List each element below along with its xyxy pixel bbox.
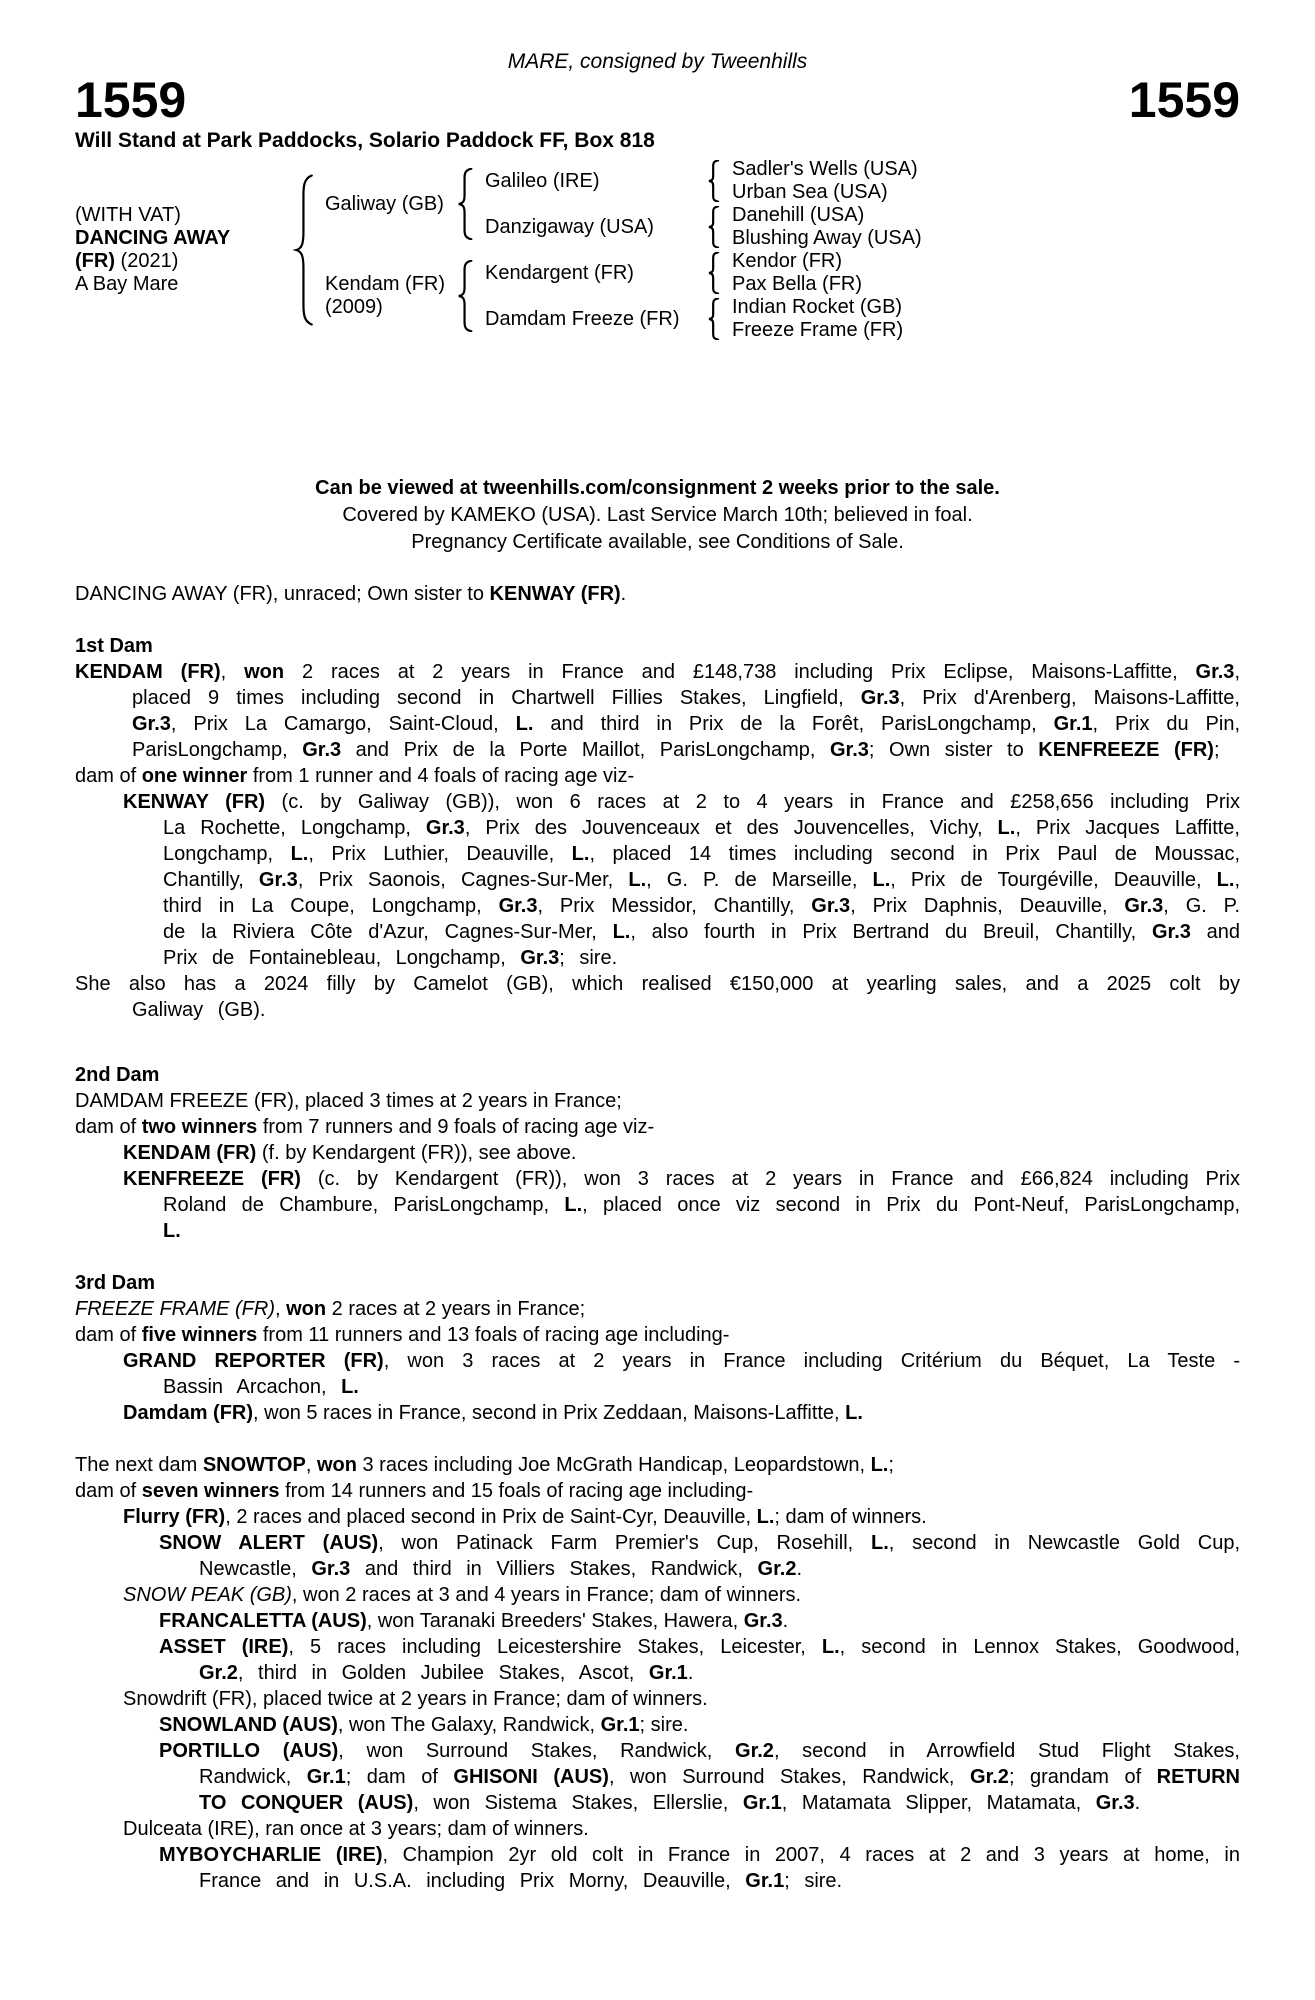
para-snowland: SNOWLAND (AUS), won The Galaxy, Randwick, Gr.1; sire. (159, 1714, 689, 1736)
pedigree-brace-gp (700, 296, 727, 342)
para-next-dam: The next dam SNOWTOP, won 3 races including Joe McGrath Handicap, Leopardstown, L.; (75, 1454, 894, 1476)
para-asset: ASSET (IRE), 5 races including Leicestershire Stakes, Leicester, L., second in Lennox Stakes, Goodwood, Gr.2, third in Golden Jubilee Stakes, Ascot, Gr.1. (159, 1636, 1240, 1684)
great-grandparent-cell: Indian Rocket (GB) (732, 296, 903, 318)
lot-number-right: 1559 (1128, 72, 1240, 128)
para-kenfreeze: KENFREEZE (FR) (c. by Kendargent (FR)), won 3 races at 2 years in France and £66,824 including Prix Roland de Chambure, ParisLongchamp, L., placed once viz second in Prix du Pont-Neuf, ParisLongchamp, L. (123, 1168, 1241, 1242)
curly-brace-icon (707, 252, 720, 294)
pedigree-brace-gp (700, 204, 727, 250)
great-grandparent-cell: Danehill (USA) (732, 204, 865, 226)
grandparent-cell: Danzigaway (USA) (485, 215, 654, 238)
curly-brace-icon (707, 298, 720, 340)
pedigree-table (75, 158, 1240, 342)
heading-1st-dam: 1st Dam (75, 635, 153, 657)
heading-3rd-dam: 3rd Dam (75, 1272, 156, 1294)
para-kendam: KENDAM (FR), won 2 races at 2 years in France and £148,738 including Prix Eclipse, Maisons-Laffitte, Gr.3, placed 9 times including second in Chartwell Fillies Stakes, Lingfield, Gr.3, Prix d'Arenberg, Maisons-Laffitte, Gr.3, Prix La Camargo, Saint-Cloud, L. and third in Prix de la Forêt, ParisLongchamp, Gr.1, Prix du Pin, ParisLongchamp, Gr.3 and Prix de la Porte Maillot, ParisLongchamp, Gr.3; Own sister to KENFREEZE (FR); (75, 661, 1240, 761)
para-she-also: She also has a 2024 filly by Camelot (GB), which realised €150,000 at yearling sales, and a 2025 colt by Galiway (GB). (75, 973, 1240, 1021)
sire-cell (320, 158, 450, 250)
para-damdam-freeze: DAMDAM FREEZE (FR), placed 3 times at 2 years in France; (75, 1090, 622, 1112)
consignor-line: MARE, consigned by Tweenhills (507, 50, 808, 73)
para-grand-reporter: GRAND REPORTER (FR), won 3 races at 2 years in France including Critérium du Béquet, La Teste - Bassin Arcachon, L. (123, 1350, 1241, 1398)
subject-block (75, 158, 288, 342)
great-grandparent-cell: Blushing Away (USA) (732, 227, 922, 249)
grandparent-cell: Damdam Freeze (FR) (485, 307, 680, 330)
para-flurry: Flurry (FR), 2 races and placed second in Prix de Saint-Cyr, Deauville, L.; dam of winners. (123, 1506, 927, 1528)
para-dam-of-2: dam of two winners from 7 runners and 9 foals of racing age viz- (75, 1116, 655, 1138)
para-kendam-2: KENDAM (FR) (f. by Kendargent (FR)), see above. (123, 1142, 577, 1164)
great-grandparent-cell: Urban Sea (USA) (732, 181, 888, 203)
para-snow-peak: SNOW PEAK (GB), won 2 races at 3 and 4 years in France; dam of winners. (123, 1584, 802, 1606)
dam-cell (320, 250, 450, 342)
subject-name: DANCING AWAY (75, 227, 231, 249)
grandparent-cell: Galileo (IRE) (485, 169, 600, 192)
para-snow-alert: SNOW ALERT (AUS), won Patinack Farm Premier's Cup, Rosehill, L., second in Newcastle Gold Cup, Newcastle, Gr.3 and third in Villiers Stakes, Randwick, Gr.2. (159, 1532, 1241, 1580)
grandparent-cell: Kendargent (FR) (485, 261, 634, 284)
para-myboycharlie: MYBOYCHARLIE (IRE), Champion 2yr old colt in France in 2007, 4 races at 2 and 3 years at home, in France and in U.S.A. including Prix Morny, Deauville, Gr.1; sire. (159, 1844, 1240, 1892)
pedigree-brace-gp (700, 250, 727, 296)
subject-origin-year: (FR) (2021) (75, 250, 179, 272)
vat-note: (WITH VAT) (75, 204, 181, 226)
lot-number-row (75, 72, 1240, 128)
sale-notes (75, 475, 1240, 556)
curly-brace-icon (456, 260, 474, 332)
para-dam-of-1: dam of one winner from 1 runner and 4 foals of racing age viz- (75, 765, 635, 787)
dam-name: Kendam (FR) (325, 273, 446, 295)
para-dam-of-4: dam of seven winners from 14 runners and 15 foals of racing age including- (75, 1480, 754, 1502)
para-portillo: PORTILLO (AUS), won Surround Stakes, Randwick, Gr.2, second in Arrowfield Stud Flight Stakes, Randwick, Gr.1; dam of GHISONI (AUS), won Surround Stakes, Randwick, Gr.2; grandam of RETURN TO CONQUER (AUS), won Sistema Stakes, Ellerslie, Gr.1, Matamata Slipper, Matamata, Gr.3. (159, 1740, 1241, 1814)
curly-brace-icon (707, 160, 720, 202)
great-grandparent-cell: Pax Bella (FR) (732, 273, 863, 295)
great-grandparent-cell: Kendor (FR) (732, 250, 843, 272)
pregnancy-note: Pregnancy Certificate available, see Conditions of Sale. (411, 531, 904, 553)
covering-note: Covered by KAMEKO (USA). Last Service March 10th; believed in foal. (342, 504, 973, 526)
para-damdam: Damdam (FR), won 5 races in France, second in Prix Zeddaan, Maisons-Laffitte, L. (123, 1402, 863, 1424)
catalogue-body (75, 581, 1240, 1894)
para-dulceata: Dulceata (IRE), ran once at 3 years; dam of winners. (123, 1818, 589, 1840)
pedigree-brace-main (288, 158, 320, 342)
viewing-note: Can be viewed at tweenhills.com/consignment 2 weeks prior to the sale. (315, 477, 1000, 499)
stand-location-line: Will Stand at Park Paddocks, Solario Paddock FF, Box 818 (75, 129, 655, 152)
pedigree-brace-gp (700, 158, 727, 204)
curly-brace-icon (707, 206, 720, 248)
pedigree-brace-sire (450, 158, 480, 250)
para-snowdrift: Snowdrift (FR), placed twice at 2 years in France; dam of winners. (123, 1688, 708, 1710)
curly-brace-icon (456, 168, 474, 240)
pedigree-brace-dam (450, 250, 480, 342)
para-francaletta: FRANCALETTA (AUS), won Taranaki Breeders' Stakes, Hawera, Gr.3. (159, 1610, 789, 1632)
heading-2nd-dam: 2nd Dam (75, 1064, 160, 1086)
great-grandparent-cell: Sadler's Wells (USA) (732, 158, 918, 180)
para-dancing-away: DANCING AWAY (FR), unraced; Own sister to KENWAY (FR). (75, 583, 627, 605)
dam-year: (2009) (325, 296, 383, 318)
sire-name: Galiway (GB) (325, 192, 444, 215)
curly-brace-icon (293, 174, 315, 326)
lot-number-left: 1559 (75, 72, 187, 128)
para-kenway: KENWAY (FR) (c. by Galiway (GB)), won 6 races at 2 to 4 years in France and £258,656 including Prix La Rochette, Longchamp, Gr.3, Prix des Jouvenceaux et des Jouvencelles, Vichy, L., Prix Jacques Laffitte, Longchamp, L., Prix Luthier, Deauville, L., placed 14 times including second in Prix Paul de Moussac, Chantilly, Gr.3, Prix Saonois, Cagnes-Sur-Mer, L., G. P. de Marseille, L., Prix de Tourgéville, Deauville, L., third in La Coupe, Longchamp, Gr.3, Prix Messidor, Chantilly, Gr.3, Prix Daphnis, Deauville, Gr.3, G. P. de la Riviera Côte d'Azur, Cagnes-Sur-Mer, L., also fourth in Prix Bertrand du Breuil, Chantilly, Gr.3 and Prix de Fontainebleau, Longchamp, Gr.3; sire. (123, 791, 1241, 969)
great-grandparent-cell: Freeze Frame (FR) (732, 319, 904, 341)
para-dam-of-3: dam of five winners from 11 runners and 13 foals of racing age including- (75, 1324, 730, 1346)
para-freeze-frame: FREEZE FRAME (FR), won 2 races at 2 years in France; (75, 1298, 586, 1320)
subject-description: A Bay Mare (75, 273, 179, 295)
